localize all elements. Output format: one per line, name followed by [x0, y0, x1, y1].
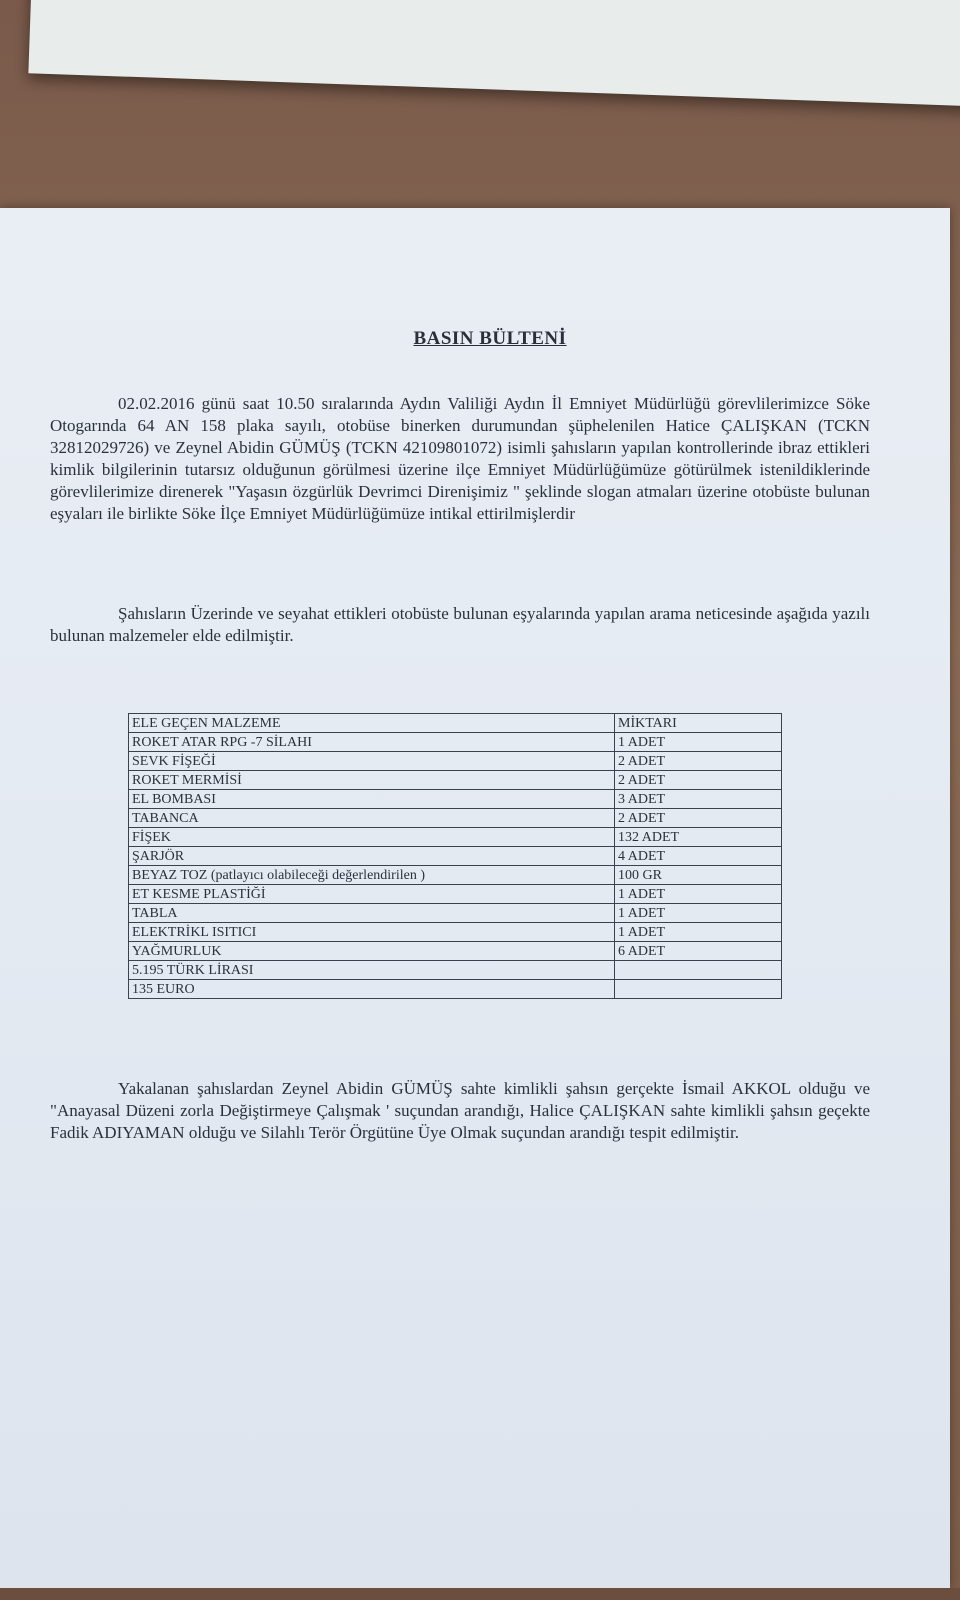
table-row	[129, 904, 782, 923]
item-qty-cell: 4 ADET	[615, 847, 782, 866]
paragraph-search-text: Şahısların Üzerinde ve seyahat ettikleri otobüste bulunan eşyalarında yapılan arama neticesinde aşağıda yazılı bulunan malzemeler elde edilmiştir.	[50, 604, 870, 645]
paragraph-identities	[50, 1078, 870, 1144]
item-name-cell: FİŞEK	[129, 828, 615, 847]
item-qty-cell: 6 ADET	[615, 942, 782, 961]
item-name-cell: TABANCA	[129, 809, 615, 828]
item-qty-cell	[615, 980, 782, 999]
seized-items-table	[128, 713, 782, 999]
table-row	[129, 885, 782, 904]
table-row	[129, 847, 782, 866]
table-row	[129, 771, 782, 790]
item-name-cell: ROKET ATAR RPG -7 SİLAHI	[129, 733, 615, 752]
table-row	[129, 980, 782, 999]
background-paper	[28, 0, 960, 107]
table-row	[129, 961, 782, 980]
table-row	[129, 942, 782, 961]
table-header-item: ELE GEÇEN MALZEME	[129, 714, 615, 733]
item-qty-cell: 2 ADET	[615, 752, 782, 771]
item-name-cell: ŞARJÖR	[129, 847, 615, 866]
table-header-qty: MİKTARI	[615, 714, 782, 733]
item-qty-cell: 1 ADET	[615, 923, 782, 942]
table-header-row	[129, 714, 782, 733]
document-title: BASIN BÜLTENİ	[413, 328, 567, 349]
item-name-cell: 5.195 TÜRK LİRASI	[129, 961, 615, 980]
desk-edge	[0, 1588, 960, 1600]
item-qty-cell: 2 ADET	[615, 809, 782, 828]
paragraph-identities-text: Yakalanan şahıslardan Zeynel Abidin GÜMÜŞ sahte kimlikli şahsın gerçekte İsmail AKKOL olduğu ve "Anayasal Düzeni zorla Değiştirmeye Çalışmak ' suçundan arandığı, Halice ÇALIŞKAN sahte kimlikli şahsın geçekte Fadik ADIYAMAN olduğu ve Silahlı Terör Örgütüne Üye Olmak suçundan arandığı tespit edilmiştir.	[50, 1079, 870, 1142]
paragraph-incident	[50, 393, 870, 525]
paragraph-search	[50, 603, 870, 647]
table-row	[129, 923, 782, 942]
table-row	[129, 828, 782, 847]
item-qty-cell: 3 ADET	[615, 790, 782, 809]
table-row	[129, 790, 782, 809]
item-qty-cell: 100 GR	[615, 866, 782, 885]
table-row	[129, 752, 782, 771]
item-name-cell: TABLA	[129, 904, 615, 923]
item-name-cell: ET KESME PLASTİĞİ	[129, 885, 615, 904]
item-name-cell: ROKET MERMİSİ	[129, 771, 615, 790]
item-name-cell: EL BOMBASI	[129, 790, 615, 809]
item-qty-cell: 1 ADET	[615, 885, 782, 904]
item-name-cell: SEVK FİŞEĞİ	[129, 752, 615, 771]
document-sheet	[0, 208, 950, 1588]
item-name-cell: ELEKTRİKL ISITICI	[129, 923, 615, 942]
item-qty-cell: 1 ADET	[615, 904, 782, 923]
item-name-cell: BEYAZ TOZ (patlayıcı olabileceği değerlendirilen )	[129, 866, 615, 885]
item-name-cell: YAĞMURLUK	[129, 942, 615, 961]
table-row	[129, 809, 782, 828]
paragraph-incident-text: 02.02.2016 günü saat 10.50 sıralarında Aydın Valiliği Aydın İl Emniyet Müdürlüğü görevlilerimizce Söke Otogarında 64 AN 158 plaka sayılı, otobüse binerken durumundan şüphelenilen Hatice ÇALIŞKAN (TCKN 32812029726) ve Zeynel Abidin GÜMÜŞ (TCKN 42109801072) isimli şahısların yapılan kontrollerinde ibraz ettikleri kimlik bilgilerinin tutarsız olduğunun görülmesi üzerine ilçe Emniyet Müdürlüğümüze götürülmek istenildiklerinde görevlilerimize direnerek "Yaşasın özgürlük Devrimci Direnişimiz " şeklinde slogan atmaları üzerine otobüste bulunan eşyaları ile birlikte Söke İlçe Emniyet Müdürlüğümüze intikal ettirilmişlerdir	[50, 394, 870, 523]
item-qty-cell: 1 ADET	[615, 733, 782, 752]
item-qty-cell: 132 ADET	[615, 828, 782, 847]
table-row	[129, 866, 782, 885]
table-row	[129, 733, 782, 752]
item-qty-cell: 2 ADET	[615, 771, 782, 790]
item-name-cell: 135 EURO	[129, 980, 615, 999]
item-qty-cell	[615, 961, 782, 980]
